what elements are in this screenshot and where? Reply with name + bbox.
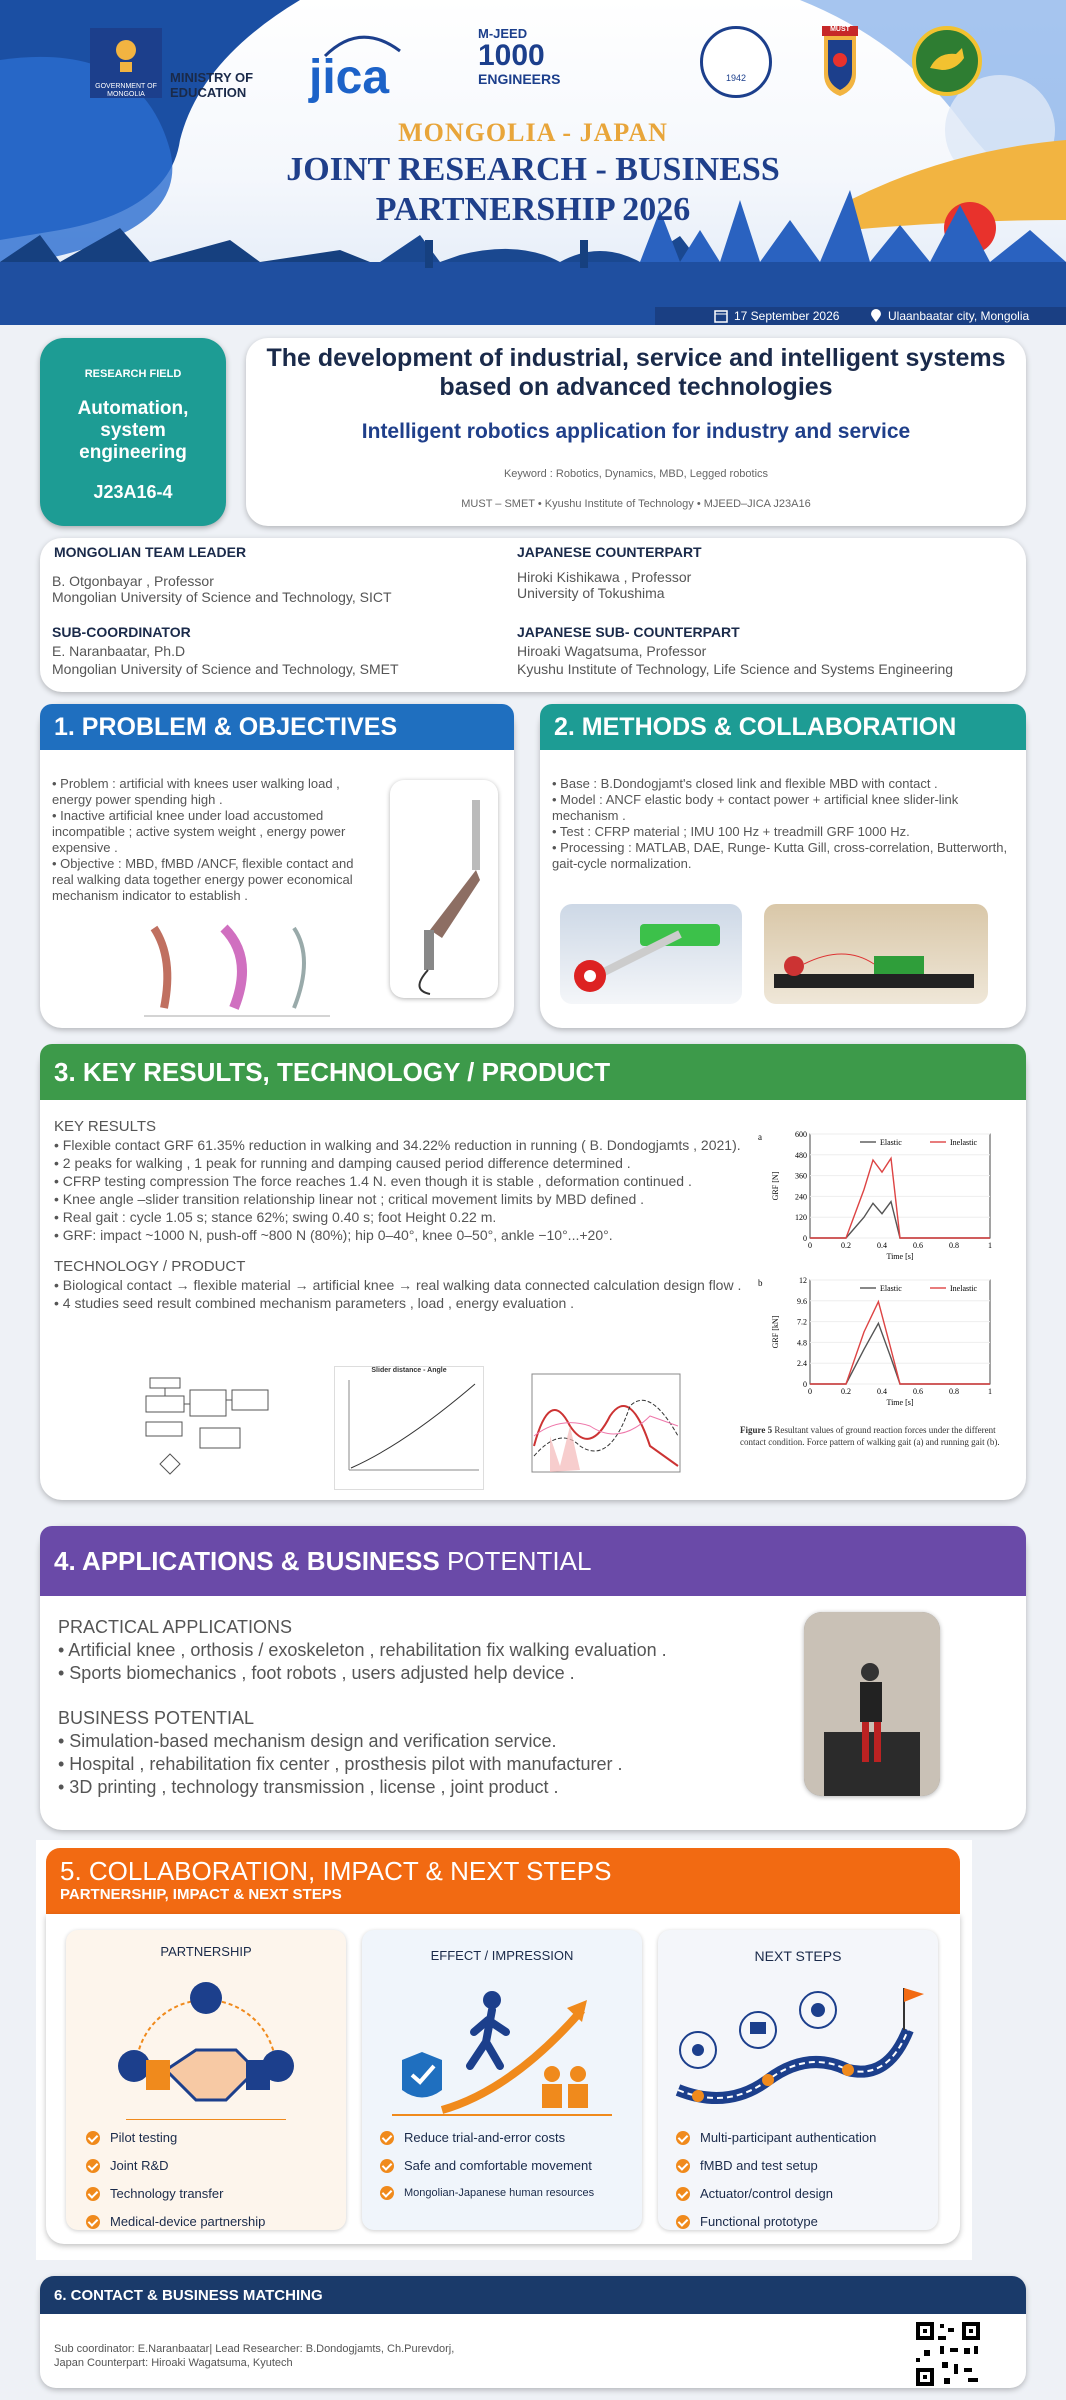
y-tick-label: 360	[795, 1171, 807, 1181]
y-tick-label: 480	[795, 1150, 807, 1160]
x-tick-label: 0.6	[913, 1241, 923, 1250]
team-card	[40, 538, 1026, 692]
y-tick-label: 9.6	[797, 1296, 807, 1306]
agriculture-university-seal	[912, 26, 982, 96]
section-5-title: 5. COLLABORATION, IMPACT & NEXT STEPS	[60, 1856, 612, 1886]
section-2-title: 2. METHODS & COLLABORATION	[540, 704, 1026, 750]
event-location	[870, 309, 1029, 323]
section-1-title: 1. PROBLEM & OBJECTIVES	[40, 704, 514, 750]
soyombo-icon	[90, 28, 162, 78]
mjeed-engineers: ENGINEERS	[478, 71, 561, 87]
next-step-item: fMBD and test setup	[676, 2158, 876, 2173]
figure-5-caption	[740, 1424, 1010, 1448]
research-field-card	[40, 338, 226, 526]
seal-year: 1942	[725, 73, 747, 83]
mongolia-emblem-logo	[90, 28, 162, 98]
poster-header	[0, 0, 1066, 325]
check-icon	[380, 2131, 394, 2145]
team-leader-name: B. Otgonbayar , Professor	[52, 573, 214, 589]
sub-coordinator-name: E. Naranbaatar, Ph.D	[52, 643, 186, 659]
key-result-2: • 2 peaks for walking , 1 peak for running and damping caused period difference determined .	[54, 1155, 631, 1171]
effect-column	[362, 1930, 642, 2230]
y-tick-label: 12	[799, 1276, 807, 1285]
key-result-1: • Flexible contact GRF 61.35% reduction in walking and 34.22% reduction in running ( B. Dondogjamts , 2021).	[54, 1137, 741, 1153]
event-location-text: Ulaanbaatar city, Mongolia	[888, 309, 1030, 323]
model-text: • Model : ANCF elastic body + contact power + artificial knee slider-link mechanism .	[552, 792, 959, 823]
x-tick-label: 0.8	[949, 1241, 959, 1250]
x-tick-label: 0.4	[877, 1241, 887, 1250]
y-axis-label: GRF [kN]	[771, 1315, 780, 1349]
partnership-column	[66, 1930, 346, 2230]
applications-block	[58, 1616, 758, 1799]
poster-title-line2: PARTNERSHIP 2026	[375, 191, 691, 228]
leg-anatomy-illustration	[144, 918, 330, 1022]
slider-link-illustration	[560, 904, 742, 1004]
chart-panel-label: a	[758, 1132, 762, 1142]
location-pin-icon	[870, 309, 882, 323]
practical-applications-heading: PRACTICAL APPLICATIONS	[58, 1617, 293, 1637]
section-4-title-bold: 4. APPLICATIONS & BUSINESS	[54, 1545, 440, 1576]
research-field-code: J23A16-4	[93, 482, 173, 502]
chart-frame	[810, 1280, 990, 1384]
series-line-elastic	[810, 1323, 990, 1384]
effect-item: Safe and comfortable movement	[380, 2158, 594, 2173]
research-field-value: Automation, system engineering	[77, 398, 189, 463]
legend-entry: Elastic	[880, 1138, 902, 1147]
japanese-counterpart-heading: JAPANESE COUNTERPART	[517, 544, 702, 560]
key-result-4: • Knee angle –slider transition relationship linear not ; critical movement limits by MBD defined .	[54, 1191, 645, 1207]
y-axis-label: GRF [N]	[771, 1171, 780, 1201]
test-text: • Test : CFRP material ; IMU 100 Hz + treadmill GRF 1000 Hz.	[552, 824, 910, 839]
roadmap-icon	[668, 1970, 928, 2120]
slider-angle-plot	[334, 1366, 484, 1490]
legend-entry: Inelastic	[950, 1284, 978, 1293]
section-4-title	[40, 1526, 1026, 1596]
contact-details	[54, 2342, 454, 2370]
y-tick-label: 0	[803, 1234, 807, 1243]
team-leader-heading: MONGOLIAN TEAM LEADER	[54, 544, 247, 560]
section-key-results	[40, 1044, 1026, 1500]
section-problem-objectives	[40, 704, 514, 1028]
chart-panel-label: b	[758, 1278, 763, 1288]
y-tick-label: 240	[795, 1192, 807, 1202]
poster-title-line1: JOINT RESEARCH - BUSINESS	[286, 151, 780, 188]
check-icon	[676, 2131, 690, 2145]
jica-logo	[305, 26, 405, 102]
business-3: • 3D printing , technology transmission , license , joint product .	[58, 1777, 559, 1797]
growth-walker-icon	[382, 1970, 622, 2120]
x-axis-label: Time [s]	[886, 1252, 914, 1261]
event-date-text: 17 September 2026	[734, 309, 840, 323]
chart-frame	[810, 1134, 990, 1238]
research-field-label: RESEARCH FIELD	[84, 368, 182, 380]
section-4-title-light: POTENTIAL	[446, 1545, 592, 1576]
section-contact	[40, 2276, 1026, 2388]
business-2: • Hospital , rehabilitation fix center , prosthesis pilot with manufacturer .	[58, 1754, 623, 1774]
processing-text: • Processing : MATLAB, DAE, Runge- Kutta Gill, cross-correlation, Butterworth, gait-cycle normalization.	[552, 840, 1008, 871]
partnership-heading: PARTNERSHIP	[160, 1944, 252, 1959]
x-tick-label: 0.4	[877, 1387, 887, 1396]
check-icon	[676, 2187, 690, 2201]
qr-code-icon[interactable]	[914, 2320, 982, 2388]
check-icon	[86, 2187, 100, 2201]
business-1: • Simulation-based mechanism design and verification service.	[58, 1731, 557, 1751]
x-tick-label: 0	[808, 1241, 812, 1250]
technology-product-heading: TECHNOLOGY / PRODUCT	[54, 1258, 246, 1275]
sub-coordinator-org: Mongolian University of Science and Technology, SMET	[52, 661, 399, 677]
knee-prosthesis-illustration	[390, 780, 498, 998]
key-results-heading: KEY RESULTS	[54, 1118, 156, 1135]
x-tick-label: 1	[988, 1241, 992, 1250]
y-tick-label: 2.4	[797, 1359, 807, 1369]
mjeed-number: 1000	[478, 39, 545, 72]
must-shield-logo	[822, 26, 858, 98]
inactive-knee-text: • Inactive artificial knee under load accustomed incompatible ; active system weight , energy power expensive .	[52, 808, 346, 855]
design-flowchart-figure	[140, 1374, 274, 1484]
effect-item: Reduce trial-and-error costs	[380, 2130, 594, 2145]
horse-icon	[916, 30, 978, 92]
japanese-sub-counterpart-name: Hiroaki Wagatsuma, Professor	[517, 643, 707, 659]
calendar-icon	[714, 309, 728, 323]
application-2: • Sports biomechanics , foot robots , users adjusted help device .	[58, 1663, 575, 1683]
slider-model-render	[560, 904, 742, 1004]
flowchart-illustration	[140, 1374, 274, 1484]
section-2-text	[552, 776, 1012, 872]
check-icon	[380, 2159, 394, 2173]
x-tick-label: 0.2	[841, 1241, 851, 1250]
mjeed-logo	[478, 26, 588, 98]
application-1: • Artificial knee , orthosis / exoskeleton , rehabilitation fix walking evaluation .	[58, 1640, 667, 1660]
effect-heading: EFFECT / IMPRESSION	[430, 1948, 574, 1963]
grf-charts	[750, 1124, 1010, 1434]
treadmill-person-illustration	[804, 1612, 940, 1796]
effect-list	[380, 2130, 594, 2213]
partnership-item: Joint R&D	[86, 2158, 265, 2173]
base-text: • Base : B.Dondogjamt's closed link and flexible MBD with contact .	[552, 776, 938, 791]
section-collaboration-impact	[36, 1840, 972, 2260]
must-label: MUST	[822, 26, 858, 36]
x-tick-label: 0.8	[949, 1387, 959, 1396]
check-icon	[86, 2159, 100, 2173]
next-step-item: Actuator/control design	[676, 2186, 876, 2201]
jica-wordmark: jica	[309, 51, 390, 104]
technology-item-2: • 4 studies seed result combined mechanism parameters , load , energy evaluation .	[54, 1295, 575, 1311]
check-icon	[380, 2186, 394, 2200]
legend-entry: Elastic	[880, 1284, 902, 1293]
poster-supertitle: MONGOLIA - JAPAN	[398, 118, 668, 147]
y-tick-label: 120	[795, 1213, 807, 1223]
section-applications-business	[40, 1526, 1026, 1830]
series-line-inelastic	[810, 1158, 990, 1238]
shield-icon	[822, 26, 858, 98]
contact-line-1: Sub coordinator: E.Naranbaatar| Lead Researcher: B.Dondogjamts, Ch.Purevdorj,	[54, 2343, 455, 2355]
section-6-title: 6. CONTACT & BUSINESS MATCHING	[40, 2276, 1026, 2314]
sub-coordinator-heading: SUB-COORDINATOR	[52, 624, 191, 640]
project-subtitle: Intelligent robotics application for industry and service	[361, 420, 911, 443]
technology-item-1: • Biological contact → flexible material → artificial knee → real walking data connected calculation design flow .	[54, 1277, 742, 1293]
objective-text: • Objective : MBD, fMBD /ANCF, flexible contact and real walking data together energy power economical mechanism indicator to establish .	[52, 856, 354, 903]
ministry-label: MINISTRY OF EDUCATION	[170, 70, 254, 100]
next-step-item: Functional prototype	[676, 2214, 876, 2229]
japanese-counterpart-org: University of Tokushima	[517, 585, 665, 601]
y-tick-label: 4.8	[797, 1338, 807, 1348]
partnership-item: Technology transfer	[86, 2186, 265, 2201]
y-tick-label: 600	[795, 1130, 807, 1139]
test-bench-photo	[764, 904, 988, 1004]
logo-caption: GOVERNMENT OF MONGOLIA	[95, 83, 157, 98]
legend-entry: Inelastic	[950, 1138, 978, 1147]
y-tick-label: 7.2	[797, 1317, 807, 1327]
mjeed-label: M-JEED	[478, 26, 528, 41]
check-icon	[676, 2215, 690, 2229]
partnership-list	[86, 2130, 265, 2242]
team-leader-org: Mongolian University of Science and Technology, SICT	[52, 589, 392, 605]
japanese-sub-counterpart-heading: JAPANESE SUB- COUNTERPART	[517, 624, 740, 640]
x-tick-label: 0.6	[913, 1387, 923, 1396]
next-steps-list	[676, 2130, 876, 2242]
slider-angle-curve	[335, 1374, 485, 1484]
effect-item: Mongolian-Japanese human resources	[380, 2186, 594, 2200]
event-date	[714, 309, 839, 323]
x-tick-label: 1	[988, 1387, 992, 1396]
project-keywords: Keyword : Robotics, Dynamics, MBD, Legged robotics	[503, 468, 769, 480]
partnership-item: Medical-device partnership	[86, 2214, 265, 2229]
contact-line-2: Japan Counterpart: Hiroaki Wagatsuma, Kyutech	[54, 2357, 293, 2369]
gait-cycle-plot	[520, 1366, 690, 1494]
check-icon	[86, 2131, 100, 2145]
grf-figure	[750, 1124, 1010, 1434]
figure-5-label: Figure 5	[740, 1425, 773, 1435]
slider-angle-plot-title: Slider distance - Angle	[371, 1367, 447, 1374]
next-steps-heading: NEXT STEPS	[754, 1948, 842, 1964]
x-tick-label: 0.2	[841, 1387, 851, 1396]
section-5-banner	[46, 1848, 960, 1914]
problem-text: • Problem : artificial with knees user walking load , energy power spending high .	[52, 776, 340, 807]
y-tick-label: 0	[803, 1380, 807, 1389]
gait-cycle-curves	[520, 1366, 690, 1494]
key-results-block	[54, 1118, 744, 1312]
project-title: The development of industrial, service and intelligent systems based on advanced technologies	[266, 344, 1006, 401]
figure-5-text: Resultant values of ground reaction forces under the different contact condition. Force pattern of walking gait (a) and running gait (b).	[740, 1425, 1000, 1447]
partnership-item: Pilot testing	[86, 2130, 265, 2145]
section-1-text	[52, 776, 372, 904]
treadmill-walking-photo	[804, 1612, 940, 1796]
key-result-3: • CFRP testing compression The force reaches 1.4 N. even though it is stable , deformation continued .	[54, 1173, 692, 1189]
project-affiliations: MUST – SMET • Kyushu Institute of Technology • MJEED–JICA J23A16	[461, 498, 811, 510]
leg-biomechanics-figure	[144, 918, 330, 1022]
key-result-5: • Real gait : cycle 1.05 s; stance 62%; swing 0.40 s; foot Height 0.22 m.	[54, 1209, 497, 1225]
section-5-subtitle: PARTNERSHIP, IMPACT & NEXT STEPS	[60, 1886, 342, 1903]
x-axis-label: Time [s]	[886, 1398, 914, 1407]
next-step-item: Multi-participant authentication	[676, 2130, 876, 2145]
test-bench-illustration	[764, 904, 988, 1004]
handshake-icon	[106, 1970, 306, 2120]
project-card	[246, 338, 1026, 526]
section-methods-collaboration	[540, 704, 1026, 1028]
key-result-6: • GRF: impact ~1000 N, push-off ~800 N (80%); hip 0–40°, knee 0–50°, ankle −10°...+20°.	[54, 1227, 613, 1243]
national-university-seal	[700, 26, 772, 98]
japanese-sub-counterpart-org: Kyushu Institute of Technology, Life Science and Systems Engineering	[517, 661, 954, 677]
check-icon	[676, 2159, 690, 2173]
check-icon	[86, 2215, 100, 2229]
artificial-knee-photo	[390, 780, 498, 998]
japanese-counterpart-name: Hiroki Kishikawa , Professor	[517, 569, 692, 585]
business-potential-heading: BUSINESS POTENTIAL	[58, 1708, 255, 1728]
next-steps-column	[658, 1930, 938, 2230]
section-3-title: 3. KEY RESULTS, TECHNOLOGY / PRODUCT	[40, 1044, 1026, 1100]
x-tick-label: 0	[808, 1387, 812, 1396]
